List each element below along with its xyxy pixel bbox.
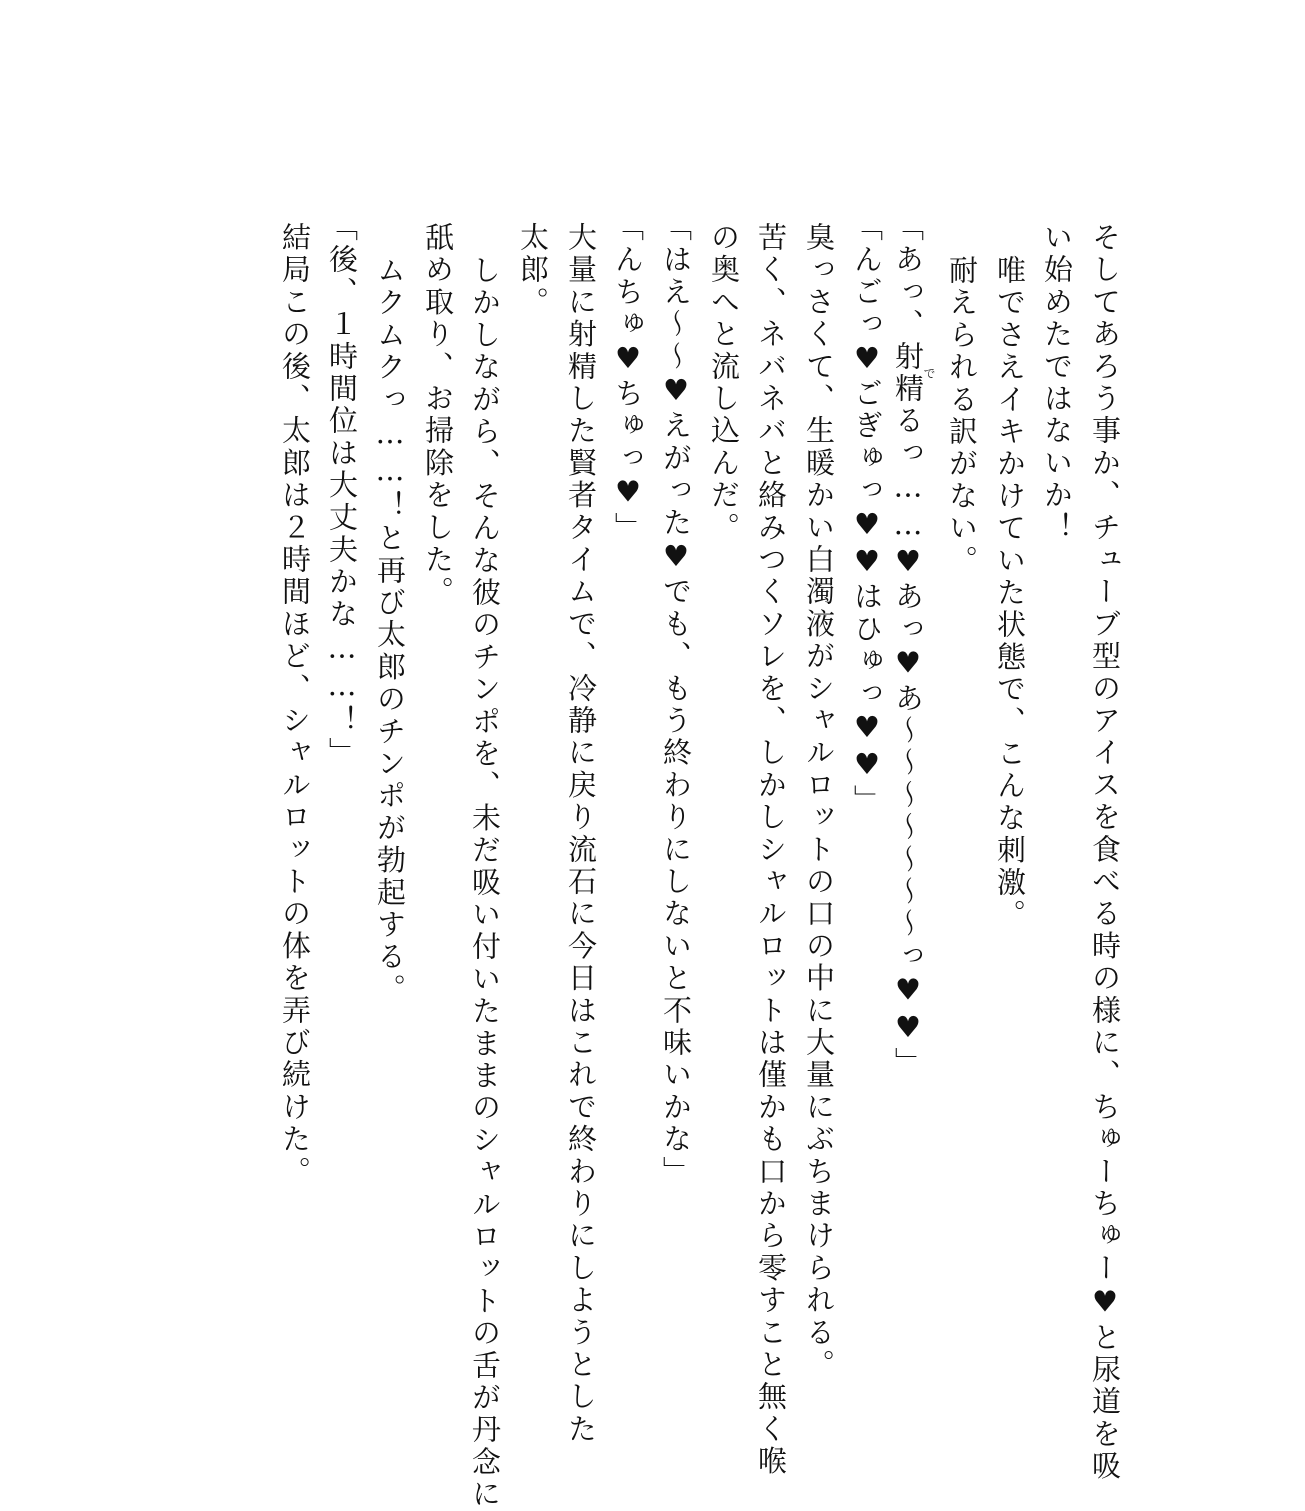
text-column: しかしながら、そんな彼のチンポを、未だ吸い付いたままのシャルロットの舌が丹念に: [468, 255, 502, 1511]
text-column: そしてあろう事か、チューブ型のアイスを食べる時の様に、ちゅーちゅー♥と尿道を吸: [1088, 222, 1122, 1483]
dialogue-column: 「あっ、射精でるっ……♥あっ♥あ〜〜〜〜〜〜〜っ♥♥」: [891, 212, 936, 1080]
text-column: ムクムクっ……！と再び太郎のチンポが勃起する。: [373, 255, 407, 1006]
text-column: 苦く、ネバネバと絡みつくソレを、しかしシャルロットは僅かも口から零すこと無く喉: [754, 222, 788, 1478]
text-column: 唯でさえイキかけていた状態で、こんな刺激。: [993, 255, 1027, 932]
text-column: の奥へと流し込んだ。: [707, 222, 741, 544]
text-column: 舐め取り、お掃除をした。: [421, 222, 455, 609]
dialogue-column: 「はえ〜〜♥えがった♥でも、もう終わりにしないと不味いかな」: [659, 212, 693, 1188]
dialogue-column: 「んごっ♥ごぎゅっ♥♥はひゅっ♥♥」: [850, 212, 884, 817]
text-column: 大量に射精した賢者タイムで、冷静に戻り流石に今日はこれで終わりにしようとした: [564, 222, 598, 1446]
text-column: 結局この後、太郎は２時間ほど、シャルロットの体を弄び続けた。: [278, 222, 312, 1188]
dialogue-column: 「後、１時間位は大丈夫かな……！」: [325, 212, 359, 770]
text-column: 耐えられる訳がない。: [945, 255, 979, 577]
text-column: 臭っさくて、生暖かい白濁液がシャルロットの口の中に大量にぶちまけられる。: [802, 222, 836, 1382]
dialogue-column: 「んちゅ♥ちゅっ♥」: [611, 212, 645, 544]
text-column: い始めたではないか！: [1040, 222, 1074, 544]
text-column: 太郎。: [516, 222, 550, 319]
ruby-shasei: 射精で: [891, 340, 936, 406]
